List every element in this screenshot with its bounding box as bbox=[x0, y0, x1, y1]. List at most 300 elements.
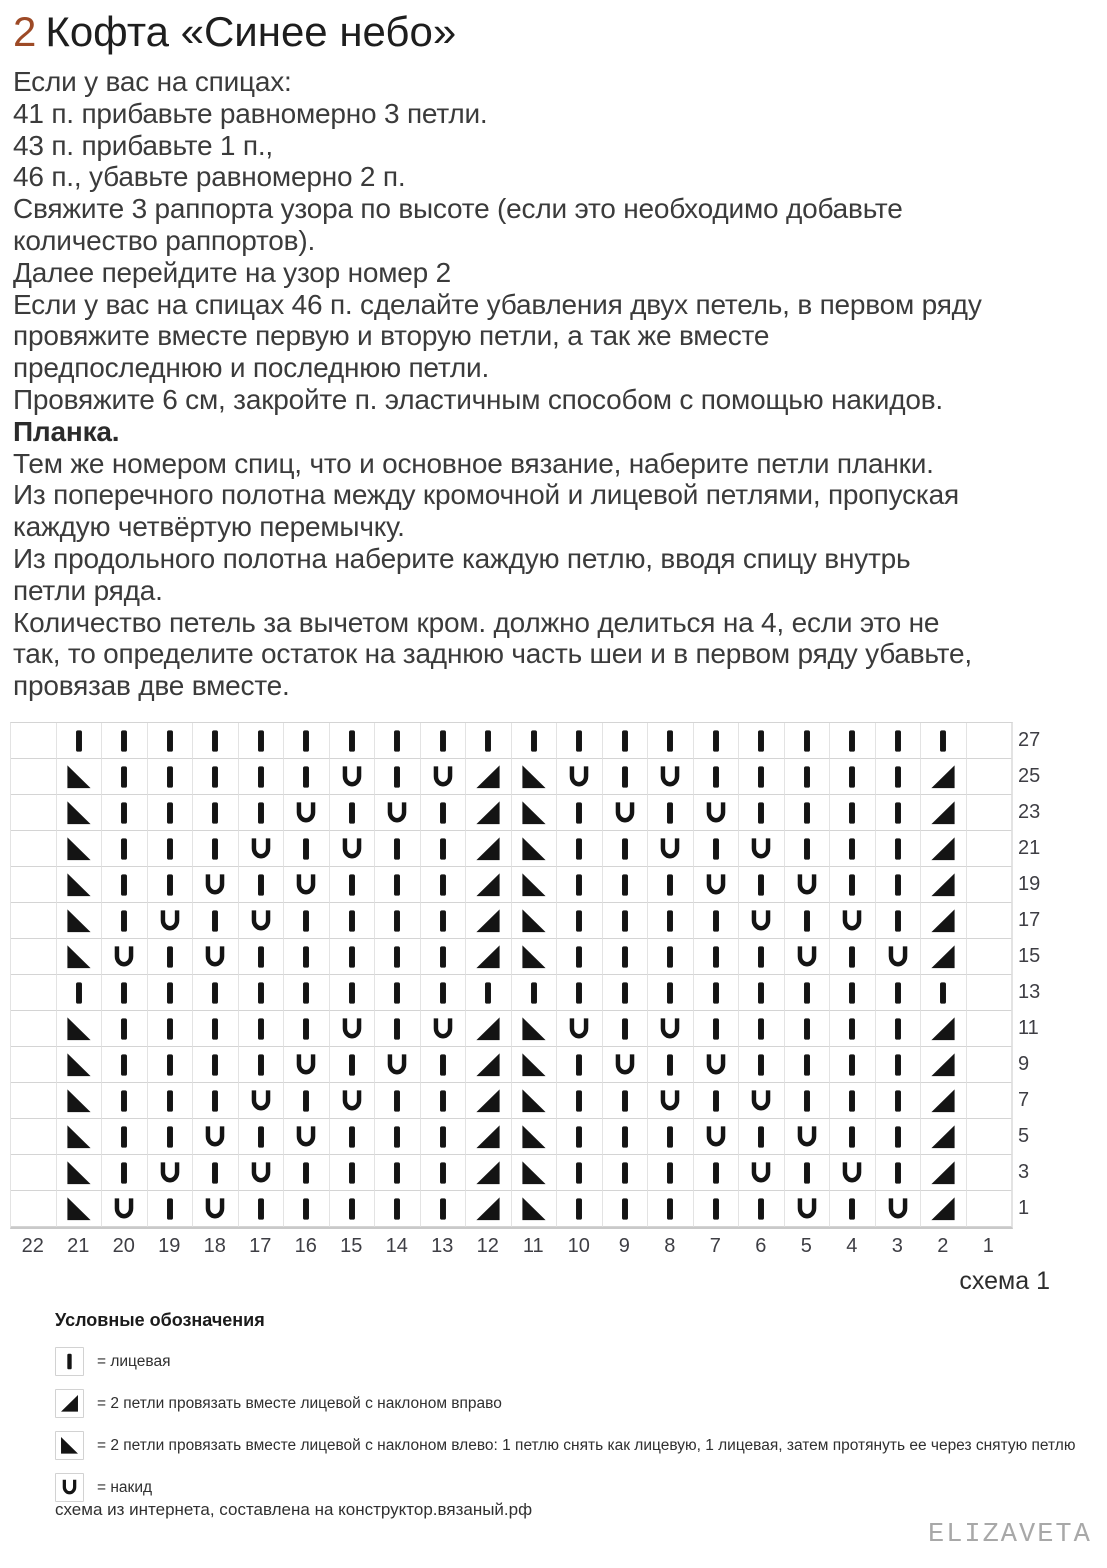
knit-stitch-icon bbox=[839, 800, 865, 826]
row-number: 5 bbox=[1018, 1125, 1030, 1147]
yarn-over-icon bbox=[157, 908, 183, 934]
chart-cell-L bbox=[512, 867, 558, 903]
chart-cell-empty bbox=[967, 795, 1013, 831]
knit-stitch-icon bbox=[339, 1124, 365, 1150]
chart-cell-I bbox=[876, 1119, 922, 1155]
chart-cell-empty bbox=[967, 867, 1013, 903]
instruction-line: Если у вас на спицах: bbox=[13, 66, 292, 97]
knit-stitch-icon bbox=[430, 944, 456, 970]
chart-cell-R bbox=[921, 1119, 967, 1155]
chart-cell-L bbox=[57, 1191, 103, 1227]
chart-cell-I bbox=[603, 867, 649, 903]
chart-cell-L bbox=[512, 759, 558, 795]
knit-stitch-icon bbox=[839, 728, 865, 754]
knit-stitch-icon bbox=[703, 1160, 729, 1186]
legend-symbol-box bbox=[55, 1473, 84, 1502]
knit-stitch-icon bbox=[839, 944, 865, 970]
knit-stitch-icon bbox=[157, 980, 183, 1006]
chart-cell-I bbox=[148, 831, 194, 867]
knit-stitch-icon bbox=[60, 1352, 79, 1371]
chart-cell-I bbox=[603, 1155, 649, 1191]
yarn-over-icon bbox=[794, 944, 820, 970]
chart-cell-I bbox=[876, 759, 922, 795]
chart-cell-R bbox=[466, 903, 512, 939]
chart-cell-I bbox=[921, 975, 967, 1011]
knit-stitch-icon bbox=[703, 908, 729, 934]
chart-cell-I bbox=[603, 759, 649, 795]
chart-cell-U bbox=[694, 867, 740, 903]
chart-cell-I bbox=[102, 831, 148, 867]
legend-item-text: = накид bbox=[97, 1478, 153, 1496]
chart-cell-I bbox=[694, 1191, 740, 1227]
chart-cell-I bbox=[785, 759, 831, 795]
chart-cell-U bbox=[603, 795, 649, 831]
knit-stitch-icon bbox=[339, 908, 365, 934]
knit-stitch-icon bbox=[430, 1196, 456, 1222]
chart-cell-I bbox=[876, 1011, 922, 1047]
yarn-over-icon bbox=[657, 764, 683, 790]
knit-stitch-icon bbox=[839, 836, 865, 862]
chart-cell-U bbox=[830, 1155, 876, 1191]
decrease-right-icon bbox=[475, 872, 501, 898]
chart-cell-I bbox=[148, 867, 194, 903]
chart-column-numbers bbox=[10, 1233, 1011, 1259]
chart-cell-I bbox=[148, 1191, 194, 1227]
chart-cell-I bbox=[421, 1191, 467, 1227]
chart-cell-U bbox=[694, 1119, 740, 1155]
chart-cell-I bbox=[557, 1083, 603, 1119]
chart-cell-I bbox=[193, 1011, 239, 1047]
legend-item-text: = 2 петли провязать вместе лицевой с наклоном влево: 1 петлю снять как лицевую, 1 лицевая, затем протянуть ее через снятую петлю bbox=[97, 1436, 1076, 1454]
chart-cell-empty bbox=[11, 795, 57, 831]
column-number: 7 bbox=[709, 1235, 721, 1257]
knit-stitch-icon bbox=[657, 872, 683, 898]
chart-cell-I bbox=[694, 831, 740, 867]
decrease-left-icon bbox=[521, 1088, 547, 1114]
decrease-right-icon bbox=[930, 764, 956, 790]
yarn-over-icon bbox=[566, 1016, 592, 1042]
chart-cell-I bbox=[148, 723, 194, 759]
instruction-line: количество раппортов). bbox=[13, 224, 316, 256]
yarn-over-icon bbox=[339, 836, 365, 862]
knit-stitch-icon bbox=[157, 764, 183, 790]
knit-stitch-icon bbox=[248, 1196, 274, 1222]
chart-cell-I bbox=[330, 723, 376, 759]
decrease-right-icon bbox=[930, 800, 956, 826]
knit-stitch-icon bbox=[885, 1088, 911, 1114]
knit-stitch-icon bbox=[566, 836, 592, 862]
chart-cell-I bbox=[876, 1155, 922, 1191]
chart-cell-U bbox=[739, 831, 785, 867]
decrease-right-icon bbox=[930, 872, 956, 898]
instruction-line: Если у вас на спицах 46 п. сделайте убавления двух петель, в первом ряду bbox=[13, 288, 982, 320]
chart-cell-I bbox=[284, 1155, 330, 1191]
knitting-chart-grid bbox=[10, 722, 1013, 1229]
yarn-over-icon bbox=[612, 800, 638, 826]
instruction-line: Далее перейдите на узор номер 2 bbox=[13, 256, 451, 288]
knit-stitch-icon bbox=[885, 800, 911, 826]
decrease-left-icon bbox=[521, 1016, 547, 1042]
knit-stitch-icon bbox=[703, 1196, 729, 1222]
decrease-right-icon bbox=[60, 1394, 79, 1413]
knit-stitch-icon bbox=[839, 1052, 865, 1078]
knit-stitch-icon bbox=[885, 1016, 911, 1042]
page-title-number: 2 bbox=[13, 8, 37, 55]
knit-stitch-icon bbox=[794, 836, 820, 862]
yarn-over-icon bbox=[293, 1052, 319, 1078]
yarn-over-icon bbox=[748, 1088, 774, 1114]
knit-stitch-icon bbox=[293, 980, 319, 1006]
knit-stitch-icon bbox=[157, 800, 183, 826]
chart-cell-I bbox=[330, 1119, 376, 1155]
chart-cell-R bbox=[921, 1011, 967, 1047]
column-number: 15 bbox=[340, 1235, 363, 1257]
chart-cell-I bbox=[512, 975, 558, 1011]
decrease-left-icon bbox=[66, 1124, 92, 1150]
knit-stitch-icon bbox=[612, 908, 638, 934]
chart-cell-I bbox=[739, 1011, 785, 1047]
chart-cell-U bbox=[785, 1119, 831, 1155]
knit-stitch-icon bbox=[794, 908, 820, 934]
decrease-right-icon bbox=[475, 764, 501, 790]
yarn-over-icon bbox=[748, 836, 774, 862]
column-number: 17 bbox=[249, 1235, 272, 1257]
chart-cell-R bbox=[466, 1047, 512, 1083]
chart-cell-I bbox=[102, 795, 148, 831]
chart-cell-empty bbox=[967, 1011, 1013, 1047]
knit-stitch-icon bbox=[111, 728, 137, 754]
knit-stitch-icon bbox=[384, 944, 410, 970]
instruction-line: Тем же номером спиц, что и основное вязание, наберите петли планки. bbox=[13, 447, 934, 479]
yarn-over-icon bbox=[248, 908, 274, 934]
knit-stitch-icon bbox=[839, 764, 865, 790]
knit-stitch-icon bbox=[111, 1160, 137, 1186]
chart-cell-empty bbox=[967, 975, 1013, 1011]
chart-cell-I bbox=[193, 795, 239, 831]
knit-stitch-icon bbox=[885, 908, 911, 934]
legend-header: Условные обозначения bbox=[55, 1310, 265, 1330]
row-number: 13 bbox=[1018, 981, 1041, 1003]
chart-cell-empty bbox=[11, 1047, 57, 1083]
chart-cell-I bbox=[648, 903, 694, 939]
knit-stitch-icon bbox=[384, 1016, 410, 1042]
chart-cell-I bbox=[785, 1047, 831, 1083]
chart-cell-I bbox=[239, 1011, 285, 1047]
chart-cell-I bbox=[193, 1155, 239, 1191]
yarn-over-icon bbox=[657, 836, 683, 862]
yarn-over-icon bbox=[657, 1016, 683, 1042]
knit-stitch-icon bbox=[885, 728, 911, 754]
knit-stitch-icon bbox=[111, 980, 137, 1006]
instruction-line: 41 п. прибавьте равномерно 3 петли. bbox=[13, 97, 488, 129]
chart-cell-I bbox=[421, 831, 467, 867]
chart-cell-I bbox=[239, 975, 285, 1011]
chart-cell-L bbox=[57, 795, 103, 831]
knit-stitch-icon bbox=[202, 728, 228, 754]
knit-stitch-icon bbox=[612, 764, 638, 790]
chart-cell-U bbox=[284, 1119, 330, 1155]
decrease-left-icon bbox=[66, 1196, 92, 1222]
chart-cell-U bbox=[876, 1191, 922, 1227]
knit-stitch-icon bbox=[612, 836, 638, 862]
chart-cell-empty bbox=[967, 903, 1013, 939]
chart-cell-I bbox=[239, 759, 285, 795]
decrease-left-icon bbox=[66, 944, 92, 970]
chart-cell-L bbox=[57, 1119, 103, 1155]
chart-cell-I bbox=[694, 1083, 740, 1119]
chart-cell-empty bbox=[967, 939, 1013, 975]
chart-cell-I bbox=[375, 1083, 421, 1119]
chart-cell-I bbox=[193, 903, 239, 939]
knit-stitch-icon bbox=[202, 1088, 228, 1114]
column-number: 13 bbox=[431, 1235, 454, 1257]
chart-cell-I bbox=[785, 831, 831, 867]
chart-cell-I bbox=[739, 1119, 785, 1155]
knit-stitch-icon bbox=[612, 980, 638, 1006]
column-number: 20 bbox=[112, 1235, 135, 1257]
instruction-line: 46 п., убавьте равномерно 2 п. bbox=[13, 161, 406, 193]
chart-cell-I bbox=[193, 1083, 239, 1119]
knit-stitch-icon bbox=[657, 1160, 683, 1186]
chart-cell-I bbox=[830, 831, 876, 867]
yarn-over-icon bbox=[703, 1124, 729, 1150]
chart-cell-I bbox=[148, 975, 194, 1011]
knit-stitch-icon bbox=[794, 800, 820, 826]
column-number: 5 bbox=[800, 1235, 812, 1257]
knit-stitch-icon bbox=[111, 872, 137, 898]
chart-cell-R bbox=[466, 831, 512, 867]
chart-cell-R bbox=[921, 867, 967, 903]
chart-cell-I bbox=[375, 1119, 421, 1155]
instruction-line: Провяжите 6 см, закройте п. эластичным способом с помощью накидов. bbox=[13, 383, 943, 415]
knit-stitch-icon bbox=[794, 728, 820, 754]
knit-stitch-icon bbox=[566, 944, 592, 970]
knit-stitch-icon bbox=[339, 800, 365, 826]
chart-cell-I bbox=[421, 939, 467, 975]
chart-cell-I bbox=[876, 795, 922, 831]
chart-cell-L bbox=[512, 1119, 558, 1155]
yarn-over-icon bbox=[384, 800, 410, 826]
chart-cell-U bbox=[739, 1083, 785, 1119]
knit-stitch-icon bbox=[384, 1124, 410, 1150]
knit-stitch-icon bbox=[657, 908, 683, 934]
knit-stitch-icon bbox=[885, 1124, 911, 1150]
chart-cell-U bbox=[421, 1011, 467, 1047]
chart-cell-R bbox=[921, 795, 967, 831]
knit-stitch-icon bbox=[748, 728, 774, 754]
yarn-over-icon bbox=[293, 800, 319, 826]
chart-cell-I bbox=[739, 1191, 785, 1227]
chart-cell-R bbox=[921, 759, 967, 795]
decrease-left-icon bbox=[521, 908, 547, 934]
knit-stitch-icon bbox=[339, 1160, 365, 1186]
chart-cell-I bbox=[603, 723, 649, 759]
knit-stitch-icon bbox=[384, 980, 410, 1006]
knit-stitch-icon bbox=[430, 800, 456, 826]
yarn-over-icon bbox=[839, 1160, 865, 1186]
knit-stitch-icon bbox=[748, 1196, 774, 1222]
chart-cell-I bbox=[102, 903, 148, 939]
decrease-right-icon bbox=[475, 1052, 501, 1078]
chart-cell-U bbox=[830, 903, 876, 939]
chart-cell-I bbox=[785, 1083, 831, 1119]
chart-cell-I bbox=[284, 975, 330, 1011]
knit-stitch-icon bbox=[794, 980, 820, 1006]
chart-cell-R bbox=[921, 1083, 967, 1119]
knit-stitch-icon bbox=[657, 800, 683, 826]
chart-cell-I bbox=[921, 723, 967, 759]
chart-cell-L bbox=[57, 1047, 103, 1083]
knit-stitch-icon bbox=[202, 980, 228, 1006]
decrease-right-icon bbox=[930, 836, 956, 862]
chart-cell-U bbox=[785, 939, 831, 975]
chart-cell-I bbox=[193, 723, 239, 759]
chart-cell-U bbox=[193, 1191, 239, 1227]
chart-cell-I bbox=[330, 1191, 376, 1227]
page-title-text: Кофта «Синее небо» bbox=[45, 8, 457, 55]
knit-stitch-icon bbox=[612, 1124, 638, 1150]
decrease-left-icon bbox=[66, 872, 92, 898]
chart-cell-U bbox=[421, 759, 467, 795]
yarn-over-icon bbox=[794, 1124, 820, 1150]
column-number: 22 bbox=[21, 1235, 44, 1257]
decrease-right-icon bbox=[475, 1088, 501, 1114]
chart-cell-I bbox=[284, 723, 330, 759]
legend-item bbox=[55, 1347, 1065, 1376]
knit-stitch-icon bbox=[703, 1088, 729, 1114]
row-number: 27 bbox=[1018, 729, 1041, 751]
chart-cell-I bbox=[830, 723, 876, 759]
row-number: 19 bbox=[1018, 873, 1041, 895]
knit-stitch-icon bbox=[748, 764, 774, 790]
yarn-over-icon bbox=[430, 1016, 456, 1042]
chart-cell-I bbox=[785, 723, 831, 759]
chart-cell-I bbox=[102, 1047, 148, 1083]
chart-cell-I bbox=[830, 867, 876, 903]
chart-cell-L bbox=[512, 1191, 558, 1227]
chart-cell-I bbox=[557, 867, 603, 903]
decrease-left-icon bbox=[66, 800, 92, 826]
row-number: 1 bbox=[1018, 1197, 1030, 1219]
knit-stitch-icon bbox=[566, 980, 592, 1006]
instruction-line: Свяжите 3 раппорта узора по высоте (если это необходимо добавьте bbox=[13, 193, 903, 225]
chart-cell-I bbox=[557, 723, 603, 759]
knit-stitch-icon bbox=[111, 1016, 137, 1042]
instruction-line: провяжите вместе первую и вторую петли, а так же вместе bbox=[13, 320, 770, 352]
yarn-over-icon bbox=[748, 908, 774, 934]
column-number: 4 bbox=[846, 1235, 858, 1257]
knit-stitch-icon bbox=[839, 1124, 865, 1150]
chart-cell-U bbox=[284, 1047, 330, 1083]
decrease-left-icon bbox=[521, 1052, 547, 1078]
yarn-over-icon bbox=[339, 764, 365, 790]
yarn-over-icon bbox=[202, 872, 228, 898]
decrease-left-icon bbox=[521, 764, 547, 790]
column-number: 6 bbox=[755, 1235, 767, 1257]
chart-cell-L bbox=[512, 1083, 558, 1119]
chart-cell-U bbox=[557, 759, 603, 795]
decrease-right-icon bbox=[930, 1160, 956, 1186]
chart-cell-empty bbox=[967, 1047, 1013, 1083]
chart-cell-I bbox=[102, 867, 148, 903]
knit-stitch-icon bbox=[248, 1052, 274, 1078]
chart-cell-I bbox=[557, 1191, 603, 1227]
chart-cell-I bbox=[785, 1155, 831, 1191]
knit-stitch-icon bbox=[703, 836, 729, 862]
yarn-over-icon bbox=[111, 1196, 137, 1222]
knit-stitch-icon bbox=[430, 980, 456, 1006]
knit-stitch-icon bbox=[111, 800, 137, 826]
knit-stitch-icon bbox=[885, 872, 911, 898]
instruction-line: предпоследнюю и последнюю петли. bbox=[13, 352, 490, 384]
yarn-over-icon bbox=[248, 836, 274, 862]
knit-stitch-icon bbox=[885, 1160, 911, 1186]
chart-cell-R bbox=[466, 1191, 512, 1227]
knit-stitch-icon bbox=[566, 908, 592, 934]
knit-stitch-icon bbox=[157, 728, 183, 754]
decrease-right-icon bbox=[475, 836, 501, 862]
chart-cell-U bbox=[148, 903, 194, 939]
chart-cell-U bbox=[557, 1011, 603, 1047]
chart-cell-U bbox=[694, 795, 740, 831]
instruction-line: Из поперечного полотна между кромочной и лицевой петлями, пропуская bbox=[13, 479, 959, 511]
decrease-left-icon bbox=[66, 1160, 92, 1186]
chart-cell-I bbox=[284, 1083, 330, 1119]
chart-cell-I bbox=[57, 975, 103, 1011]
chart-cell-I bbox=[421, 795, 467, 831]
chart-cell-I bbox=[557, 795, 603, 831]
knit-stitch-icon bbox=[66, 980, 92, 1006]
chart-cell-I bbox=[375, 1155, 421, 1191]
chart-cell-R bbox=[466, 1119, 512, 1155]
knit-stitch-icon bbox=[384, 1088, 410, 1114]
chart-cell-L bbox=[512, 903, 558, 939]
chart-cell-I bbox=[102, 723, 148, 759]
chart-cell-I bbox=[421, 723, 467, 759]
chart-cell-I bbox=[284, 1191, 330, 1227]
chart-cell-I bbox=[785, 975, 831, 1011]
chart-cell-I bbox=[193, 975, 239, 1011]
knit-stitch-icon bbox=[794, 1160, 820, 1186]
chart-cell-U bbox=[876, 939, 922, 975]
chart-cell-I bbox=[375, 1011, 421, 1047]
chart-cell-U bbox=[330, 831, 376, 867]
chart-cell-I bbox=[648, 1191, 694, 1227]
chart-cell-U bbox=[330, 759, 376, 795]
chart-cell-L bbox=[57, 903, 103, 939]
chart-cell-L bbox=[512, 1155, 558, 1191]
knit-stitch-icon bbox=[748, 980, 774, 1006]
chart-cell-empty bbox=[11, 1155, 57, 1191]
knit-stitch-icon bbox=[384, 836, 410, 862]
chart-cell-empty bbox=[11, 831, 57, 867]
knit-stitch-icon bbox=[248, 872, 274, 898]
knit-stitch-icon bbox=[612, 1088, 638, 1114]
chart-cell-I bbox=[421, 1155, 467, 1191]
knit-stitch-icon bbox=[157, 1052, 183, 1078]
knit-stitch-icon bbox=[839, 980, 865, 1006]
column-number: 2 bbox=[937, 1235, 949, 1257]
chart-cell-I bbox=[148, 795, 194, 831]
chart-cell-I bbox=[557, 1047, 603, 1083]
page-title bbox=[13, 8, 456, 56]
chart-cell-U bbox=[239, 1155, 285, 1191]
chart-cell-I bbox=[239, 795, 285, 831]
chart-cell-U bbox=[375, 795, 421, 831]
chart-cell-I bbox=[830, 795, 876, 831]
knit-stitch-icon bbox=[612, 1160, 638, 1186]
knit-stitch-icon bbox=[566, 800, 592, 826]
